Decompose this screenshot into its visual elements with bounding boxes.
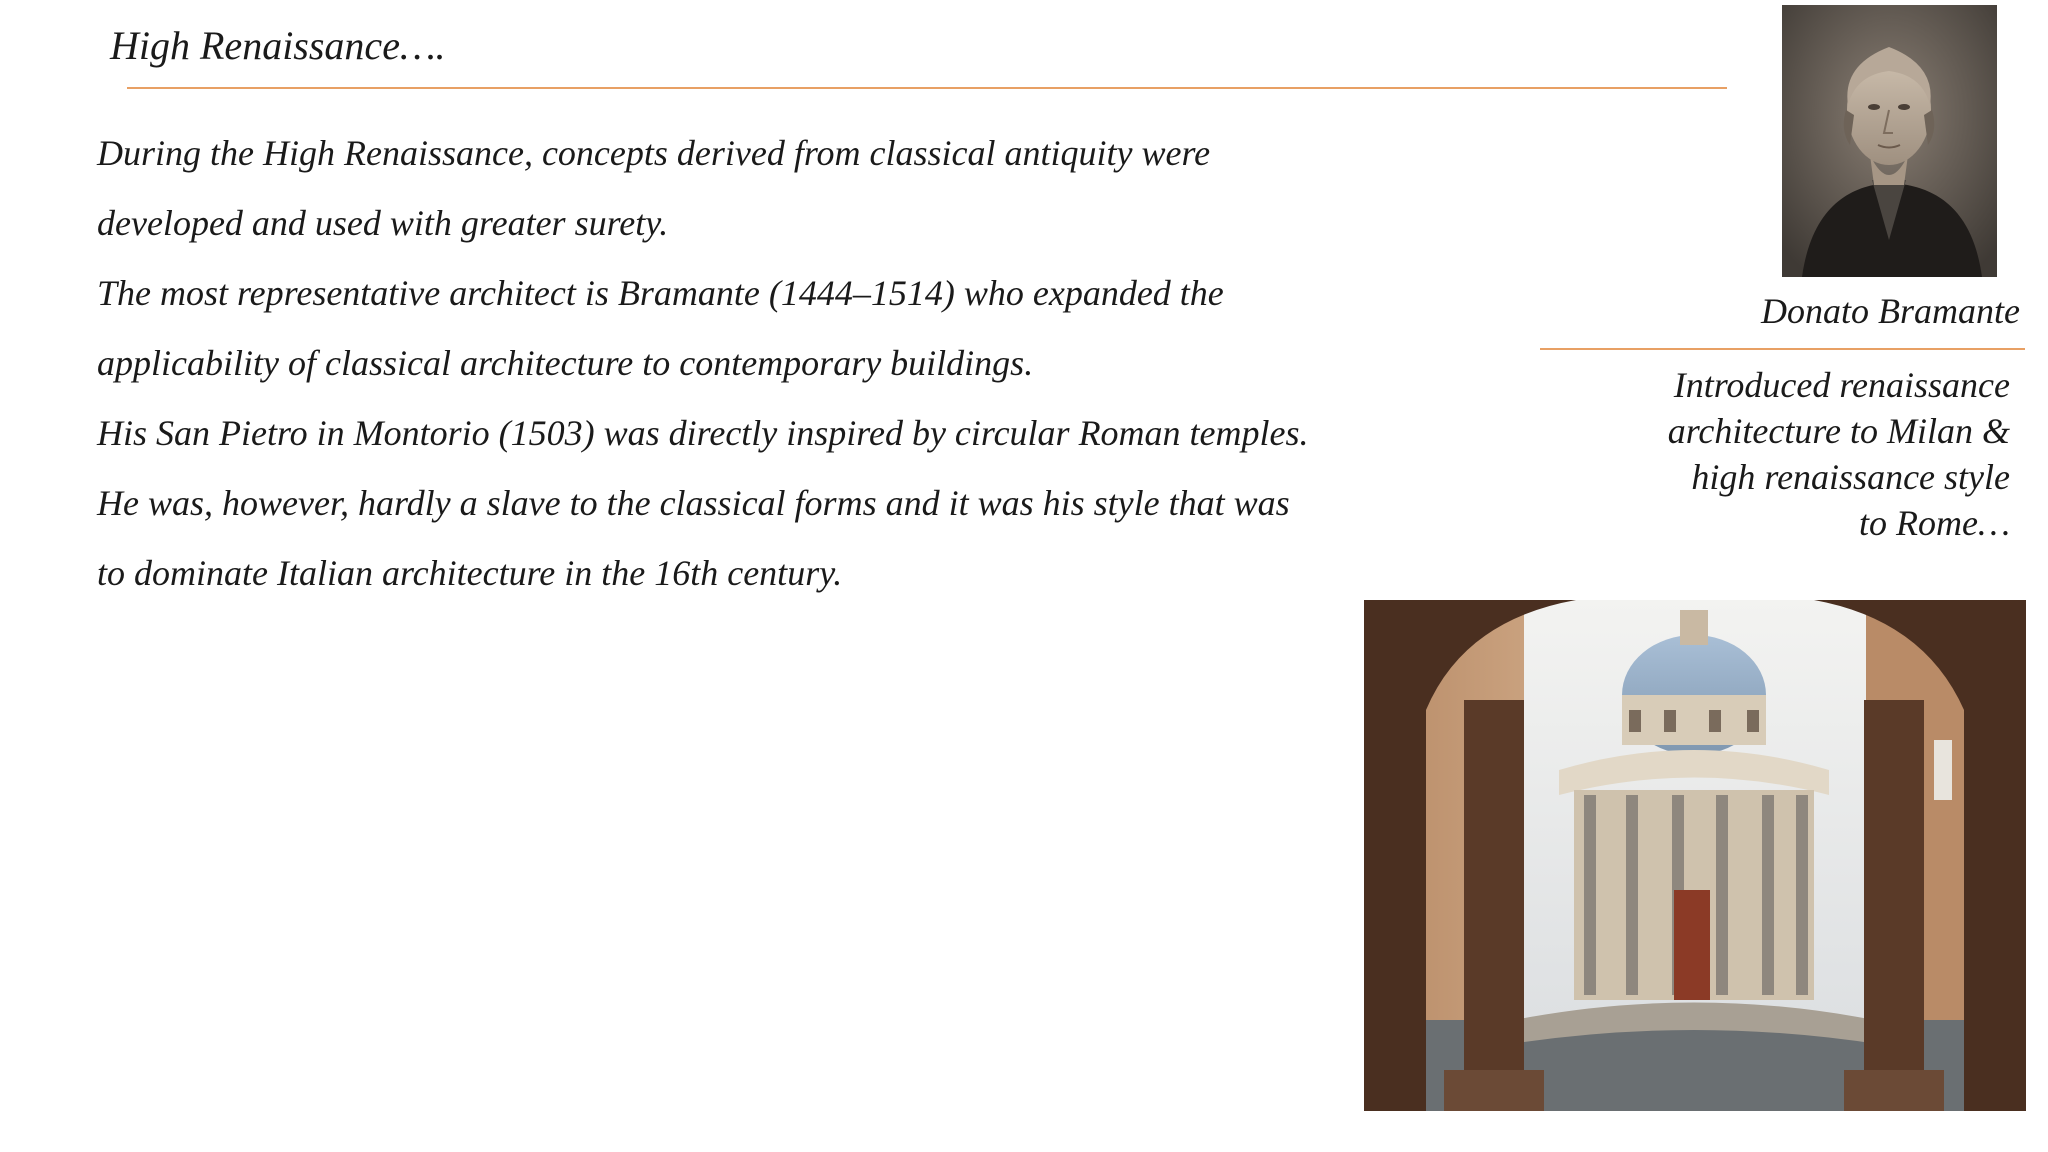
body-line: applicability of classical architecture to contemporary buildings. — [97, 343, 1034, 383]
description-line: high renaissance style — [1691, 457, 2010, 497]
body-line: The most representative architect is Bramante (1444–1514) who expanded the — [97, 273, 1224, 313]
body-line: to dominate Italian architecture in the 16th century. — [97, 553, 843, 593]
tempietto-photo — [1364, 600, 2026, 1111]
description-line: to Rome… — [1859, 503, 2010, 543]
body-line: He was, however, hardly a slave to the classical forms and it was his style that was — [97, 483, 1290, 523]
description-line: Introduced renaissance — [1673, 365, 2010, 405]
bramante-portrait — [1782, 5, 1997, 277]
body-line: developed and used with greater surety. — [97, 203, 669, 243]
body-line: His San Pietro in Montorio (1503) was directly inspired by circular Roman temples. — [97, 413, 1309, 453]
bramante-description — [1570, 362, 2010, 546]
caption-divider — [1540, 348, 2025, 350]
description-line: architecture to Milan & — [1667, 411, 2010, 451]
portrait-caption: Donato Bramante — [1761, 291, 2020, 331]
slide-body — [97, 118, 1447, 608]
slide-title: High Renaissance…. — [110, 23, 446, 68]
title-divider — [127, 87, 1727, 89]
body-line: During the High Renaissance, concepts derived from classical antiquity were — [97, 133, 1211, 173]
